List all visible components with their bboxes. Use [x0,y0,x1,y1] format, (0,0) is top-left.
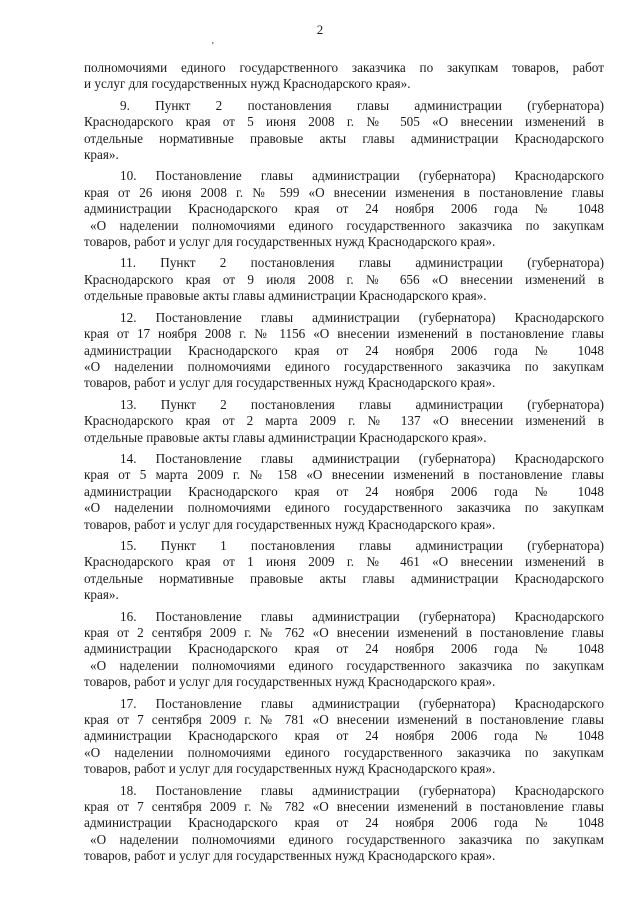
paragraph-item-15 [84,538,604,604]
text-line: края». [84,147,119,163]
paragraph-item-16 [84,609,604,691]
text-line: Краснодарского края от 2 марта 2009 г. № 137 «О внесении изменений в [84,413,604,429]
text-line: края от 7 сентября 2009 г. № 781 «О внесении изменений в постановление главы [84,712,604,728]
paragraph-item-12 [84,310,604,392]
text-line: Краснодарского края от 5 июня 2008 г. № 505 «О внесении изменений в [84,114,604,130]
text-line: полномочиями единого государственного заказчика по закупкам товаров, работ [84,60,604,75]
text-line: края от 26 июня 2008 г. № 599 «О внесении изменения в постановление главы [84,184,604,200]
text-line: 9. Пункт 2 постановления главы администрации (губернатора) [120,97,604,113]
text-line: товаров, работ и услуг для государственных нужд Краснодарского края». [84,761,496,777]
text-line: Краснодарского края от 9 июля 2008 г. № 656 «О внесении изменений в [84,271,604,287]
text-line: «О наделении полномочиями единого государственного заказчика по закупкам [84,744,604,760]
text-line: края». [84,587,119,603]
text-line: 18. Постановление главы администрации (губернатора) Краснодарского [120,782,604,798]
text-line: отдельные правовые акты главы администрации Краснодарского края». [84,288,487,304]
text-line: 10. Постановление главы администрации (губернатора) Краснодарского [120,168,604,184]
text-line: администрации Краснодарского края от 24 ноября 2006 года № 1048 [84,641,604,657]
text-line: отдельные правовые акты главы администрации Краснодарского края». [84,429,487,445]
text-line: 12. Постановление главы администрации (губернатора) Краснодарского [120,309,604,325]
text-line: товаров, работ и услуг для государственных нужд Краснодарского края». [84,375,496,391]
text-line: Краснодарского края от 1 июня 2009 г. № 461 «О внесении изменений в [84,554,604,570]
text-line: отдельные нормативные правовые акты главы администрации Краснодарского [84,130,604,146]
text-line: администрации Краснодарского края от 24 ноября 2006 года № 1048 [84,728,604,744]
paragraph-item-11 [84,255,604,304]
text-line: «О наделении полномочиями единого государственного заказчика по закупкам [84,358,604,374]
text-line: 14. Постановление главы администрации (губернатора) Краснодарского [120,450,604,466]
text-line: края от 2 сентября 2009 г. № 762 «О внесении изменений в постановление главы [84,625,604,640]
text-line: товаров, работ и услуг для государственных нужд Краснодарского края». [84,848,496,864]
text-line: «О наделении полномочиями единого государственного заказчика по закупкам [84,500,604,516]
text-line: 11. Пункт 2 постановления главы администрации (губернатора) [120,255,604,271]
text-line: «О наделении полномочиями единого государственного заказчика по закупкам [90,657,604,673]
paragraph-item-18 [84,783,604,865]
paragraph-item-10 [84,168,604,250]
text-line: администрации Краснодарского края от 24 ноября 2006 года № 1048 [84,342,604,358]
text-line: 16. Постановление главы администрации (губернатора) Краснодарского [120,608,604,624]
text-line: товаров, работ и услуг для государственных нужд Краснодарского края». [84,674,496,690]
text-line: товаров, работ и услуг для государственных нужд Краснодарского края». [84,234,496,250]
text-line: администрации Краснодарского края от 24 ноября 2006 года № 1048 [84,483,604,499]
text-line: 13. Пункт 2 постановления главы администрации (губернатора) [120,396,604,412]
paragraph-item-9 [84,98,604,164]
paragraph-continuation [84,60,604,93]
text-line: товаров, работ и услуг для государственных нужд Краснодарского края». [84,516,496,532]
text-line: администрации Краснодарского края от 24 ноября 2006 года № 1048 [84,201,604,217]
text-line: края от 7 сентября 2009 г. № 782 «О внесении изменений в постановление главы [84,799,604,815]
text-line: и услуг для государственных нужд Краснодарского края». [84,76,411,92]
text-line: администрации Краснодарского края от 24 ноября 2006 года № 1048 [84,815,604,831]
text-line: края от 5 марта 2009 г. № 158 «О внесении изменений в постановление главы [84,467,604,483]
paragraph-item-17 [84,696,604,778]
text-line: «О наделении полномочиями единого государственного заказчика по закупкам [90,831,604,847]
text-line: края от 17 ноября 2008 г. № 1156 «О внесении изменений в постановление главы [84,326,604,342]
paragraph-item-14 [84,451,604,533]
text-line: «О наделении полномочиями единого государственного заказчика по закупкам [90,217,604,233]
text-line: 17. Постановление главы администрации (губернатора) Краснодарского [120,695,604,711]
scan-mark: ' [212,41,214,52]
document-body [84,60,604,870]
paragraph-item-13 [84,397,604,446]
text-line: 15. Пункт 1 постановления главы администрации (губернатора) [120,537,604,553]
text-line: отдельные нормативные правовые акты главы администрации Краснодарского [84,570,604,586]
page-number: 2 [316,22,324,37]
